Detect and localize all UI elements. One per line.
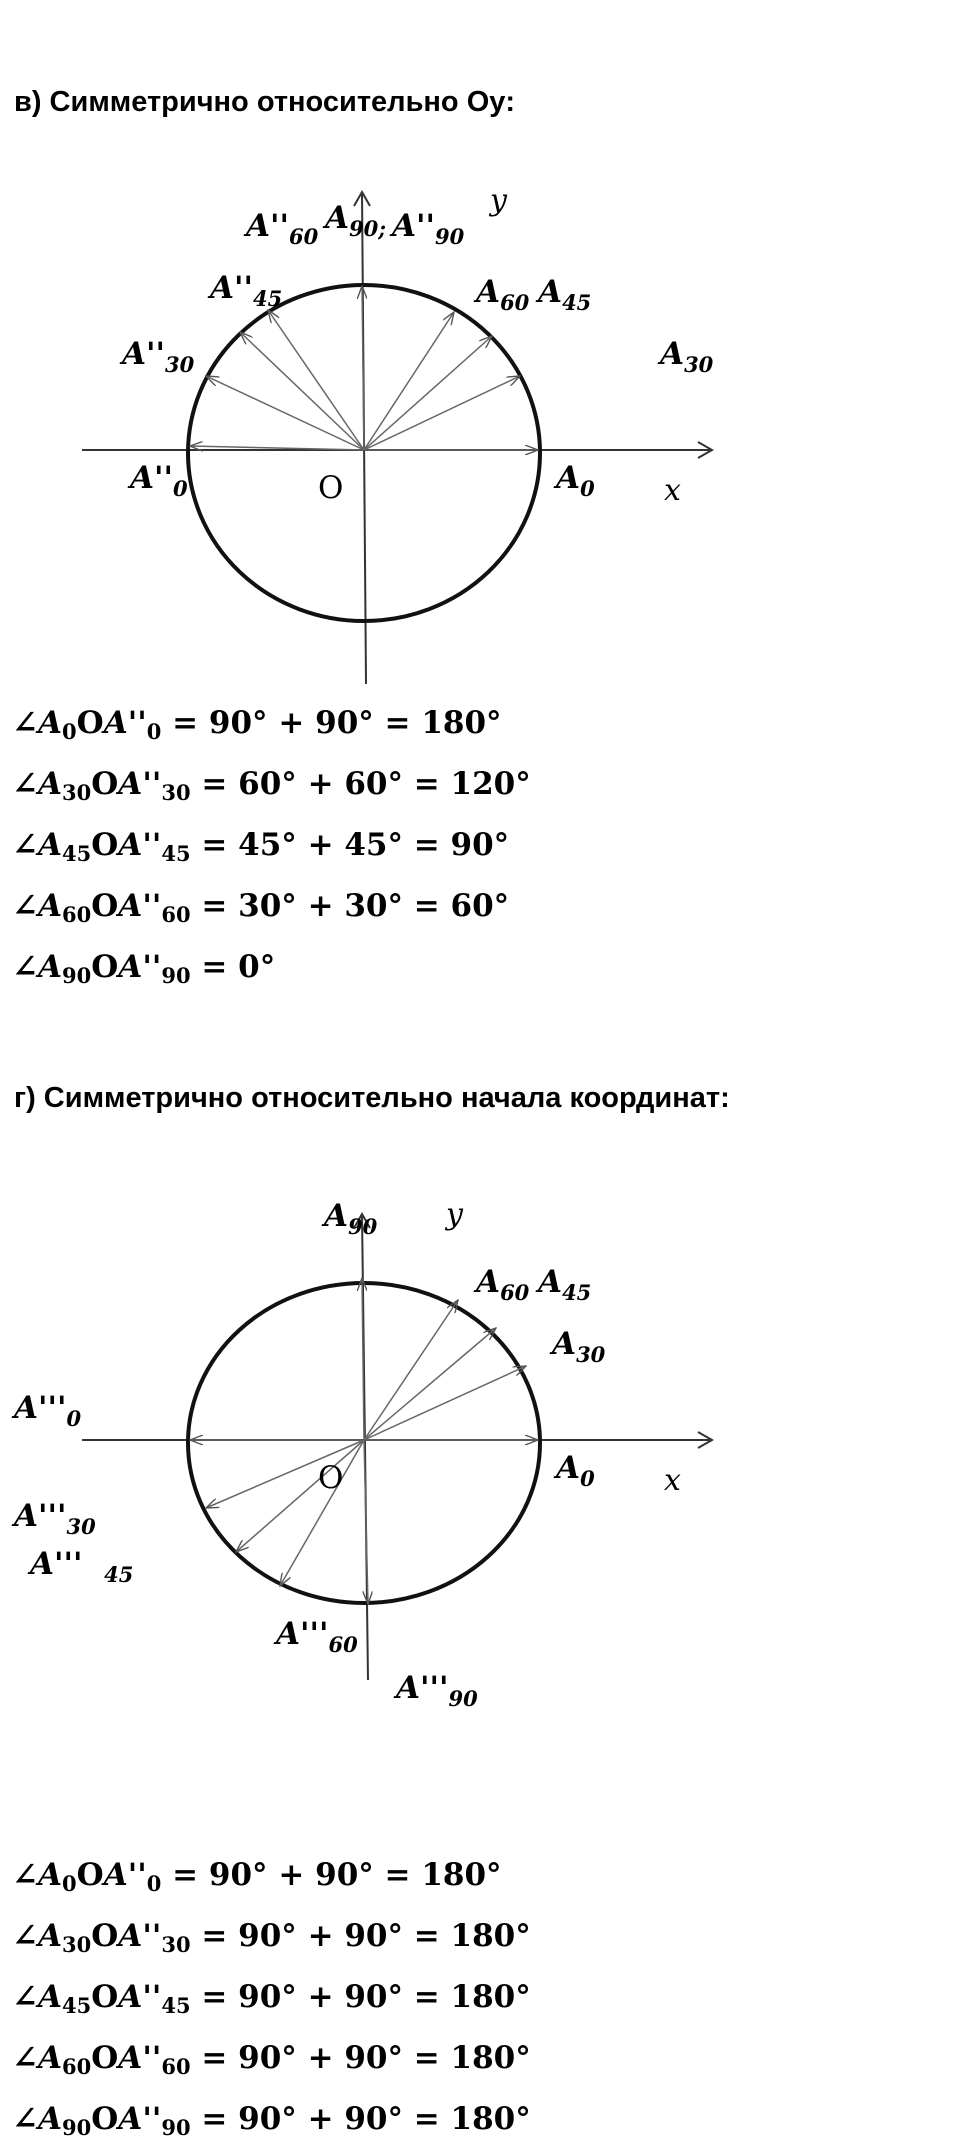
x-axis-label: x [664, 1463, 681, 1498]
equation-row: $\angle A_{90}OA''_{90} = 0^\circ$ [12, 949, 276, 988]
label-a60: $A_{60}$ [476, 1264, 530, 1305]
label-a60: $A_{60}$ [476, 274, 530, 315]
equation-row: $\angle A_{60}OA''_{60} = 30^\circ + 30^\circ = 60^\circ$ [12, 888, 510, 927]
equation-row: $\angle A_{45}OA''_{45} = 45^\circ + 45^\circ = 90^\circ$ [12, 827, 510, 866]
equation-row: $\angle A_{30}OA''_{30} = 90^\circ + 90^\circ = 180^\circ$ [12, 1918, 531, 1957]
label-a90-opposite: $A'''_{90}$ [396, 1670, 478, 1708]
label-a0-opposite: $A'''_0$ [14, 1390, 82, 1431]
x-axis-label: x [664, 473, 681, 508]
origin-label: O [318, 1460, 344, 1496]
label-a0: $A_0$ [556, 1450, 595, 1491]
label-a90: $A_{90}$ [324, 1198, 378, 1239]
label-a60-mirror: $A''_{60}$ [246, 208, 319, 249]
vector-a45-opposite [236, 1440, 364, 1552]
origin-label: O [318, 470, 344, 506]
equation-row: $\angle A_{30}OA''_{30} = 60^\circ + 60^\circ = 120^\circ$ [12, 766, 531, 805]
label-a90-mirror: $A''_{90}$ [392, 208, 465, 249]
vector-a30-mirror [206, 376, 364, 450]
label-a45-opposite: A''' $_{45}$ [30, 1546, 134, 1587]
y-axis-label: y [446, 1197, 463, 1232]
equation-row: $\angle A_{45}OA''_{45} = 90^\circ + 90^\circ = 180^\circ$ [12, 1979, 531, 2018]
label-a45-mirror: $A''_{45}$ [210, 270, 283, 311]
vector-a60-mirror [268, 310, 364, 450]
equation-row: $\angle A_0OA''_0 = 90^\circ + 90^\circ = 180^\circ$ [12, 1857, 502, 1896]
label-a30-mirror: $A''_{30}$ [122, 336, 195, 377]
label-a30: $A_{30}$ [552, 1326, 606, 1367]
label-a45: $A_{45}$ [538, 1264, 592, 1305]
vector-a45-mirror [240, 332, 364, 450]
label-a45: $A_{45}$ [538, 274, 592, 315]
section-d-diagram [0, 1178, 960, 1708]
label-a30: $A_{30}$ [660, 336, 714, 377]
section-c-diagram [0, 170, 960, 690]
equation-row: $\angle A_{90}OA''_{90} = 90^\circ + 90^\circ = 180^\circ$ [12, 2101, 531, 2140]
label-a0-mirror: $A''_0$ [130, 460, 188, 501]
label-a30-opposite: $A'''_{30}$ [14, 1498, 96, 1539]
label-a90: $A_{90;}$ [325, 200, 387, 241]
vector-a45 [364, 1328, 496, 1440]
equation-row: $\angle A_{60}OA''_{60} = 90^\circ + 90^\circ = 180^\circ$ [12, 2040, 531, 2079]
y-axis-label: y [490, 183, 507, 218]
section-d-heading: г) Симметрично относительно начала координат: [14, 1082, 730, 1114]
label-a60-opposite: $A'''_{60}$ [276, 1616, 358, 1657]
label-a0: $A_0$ [556, 460, 595, 501]
section-c-heading: в) Симметрично относительно Oy: [14, 86, 516, 118]
equation-row: $\angle A_0OA''_0 = 90^\circ + 90^\circ = 180^\circ$ [12, 705, 502, 744]
